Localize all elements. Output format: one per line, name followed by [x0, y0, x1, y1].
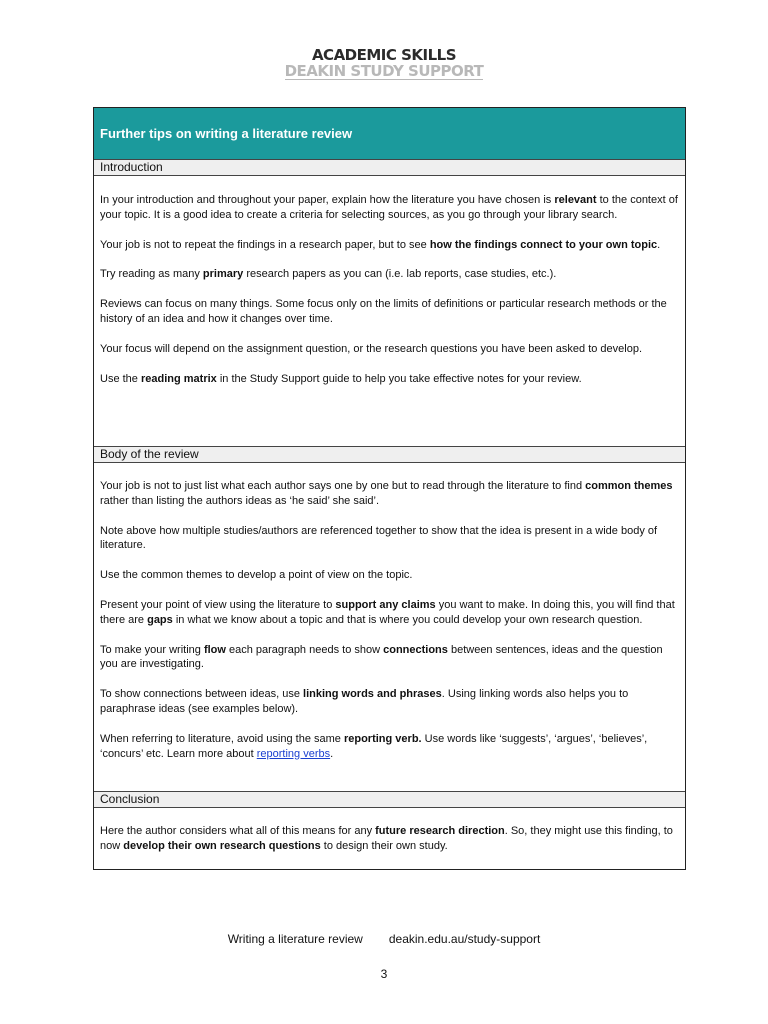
paragraph [100, 524, 680, 554]
paragraph [100, 193, 680, 223]
emphasis-text: future research direction [375, 825, 505, 837]
paragraph [100, 568, 680, 583]
paragraph-text: each paragraph needs to show [225, 643, 384, 656]
paragraph-text: in what we know about a topic and that is where you could develop your own research question. [172, 613, 643, 626]
paragraph [100, 297, 680, 327]
paragraph-text: Here the author considers what all of this means for any [100, 825, 376, 837]
paragraph-text: Use the common themes to develop a point of view on the topic. [100, 569, 413, 582]
paragraph-text: . [330, 747, 334, 760]
paragraph-text: When referring to literature, avoid using the same [100, 732, 344, 745]
paragraph [100, 824, 680, 854]
paragraph-text: . Using linking words also helps you to paraphrase ideas (see examples below). [100, 688, 629, 715]
section-heading-introduction: Introduction [94, 159, 685, 176]
paragraph-text: Your job is not to repeat the findings in a research paper, but to see [100, 238, 430, 251]
paragraph-text: Try reading as many [100, 268, 203, 281]
paragraph-text: Use the [100, 372, 141, 385]
paragraph [100, 372, 680, 387]
paragraph-text: . So, they might use this finding, to now [100, 825, 673, 852]
paragraph-text: Use words like ‘suggests’, ‘argues’, ‘believes’, ‘concurs’ etc. Learn more about [100, 732, 648, 760]
paragraph-text: Your job is not to just list what each author says one by one but to read through the literature to find [100, 480, 586, 492]
paragraph-text: Reviews can focus on many things. Some focus only on the limits of definitions or particular research methods or the history of an idea and how it changes over time. [100, 298, 667, 325]
tips-box [93, 107, 686, 870]
paragraph [100, 643, 680, 673]
paragraph-text: research papers as you can (i.e. lab reports, case studies, etc.). [243, 268, 557, 281]
paragraph-text: to design their own study. [320, 839, 448, 852]
reporting-verbs-link[interactable]: reporting verbs [256, 747, 331, 760]
paragraph [100, 267, 680, 282]
paragraph-text: . [657, 238, 661, 251]
paragraph [100, 342, 680, 357]
document-header [0, 48, 768, 80]
header-deakin-study-support: DEAKIN STUDY SUPPORT [284, 62, 484, 80]
paragraph-text: Present your point of view using the literature to [100, 598, 336, 611]
paragraph [100, 732, 680, 762]
footer-url: deakin.edu.au/study-support [388, 932, 541, 946]
section-body-introduction [100, 193, 680, 401]
section-heading-body: Body of the review [94, 446, 685, 463]
paragraph-text: To make your writing [100, 643, 204, 656]
footer-title: Writing a literature review [227, 932, 363, 946]
paragraph [100, 687, 680, 717]
emphasis-text: relevant [554, 194, 597, 206]
emphasis-text: reporting verb. [343, 732, 422, 745]
paragraph-text: to the context of your topic. It is a good idea to create a criteria for selecting sources, as you go through your library search. [100, 194, 678, 221]
paragraph-text: To show connections between ideas, use [100, 688, 304, 701]
paragraph-text: you want to make. In doing this, you will find that there are [100, 598, 675, 626]
paragraph [100, 238, 680, 253]
emphasis-text: gaps [147, 613, 173, 626]
emphasis-text: how the findings connect to your own topic [429, 238, 658, 251]
emphasis-text: connections [383, 643, 448, 656]
paragraph [100, 598, 680, 628]
paragraph-text: In your introduction and throughout your paper, explain how the literature you have chosen is [100, 194, 555, 206]
paragraph-text: Your focus will depend on the assignment question, or the research questions you have been asked to develop. [100, 342, 643, 355]
section-heading-conclusion: Conclusion [94, 791, 685, 808]
paragraph [100, 479, 680, 509]
page-footer [0, 932, 768, 946]
section-body-conclusion [100, 824, 680, 869]
emphasis-text: flow [203, 643, 226, 656]
paragraph-text: rather than listing the authors ideas as ‘he said’ she said’. [100, 494, 380, 507]
emphasis-text: primary [202, 268, 244, 281]
header-academic-skills: ACADEMIC SKILLS [311, 46, 457, 64]
section-body-body [100, 479, 680, 776]
paragraph-text: between sentences, ideas and the question you are investigating. [100, 643, 663, 671]
paragraph-text: Note above how multiple studies/authors are referenced together to show that the idea is present in a wide body of literature. [100, 524, 658, 552]
emphasis-text: reading matrix [140, 372, 217, 385]
emphasis-text: linking words and phrases [303, 688, 442, 701]
box-title: Further tips on writing a literature review [94, 108, 685, 159]
emphasis-text: common themes [585, 480, 673, 492]
paragraph-text: in the Study Support guide to help you take effective notes for your review. [216, 372, 582, 385]
emphasis-text: support any claims [335, 598, 436, 611]
emphasis-text: develop their own research questions [123, 839, 321, 852]
page-number: 3 [380, 967, 388, 981]
